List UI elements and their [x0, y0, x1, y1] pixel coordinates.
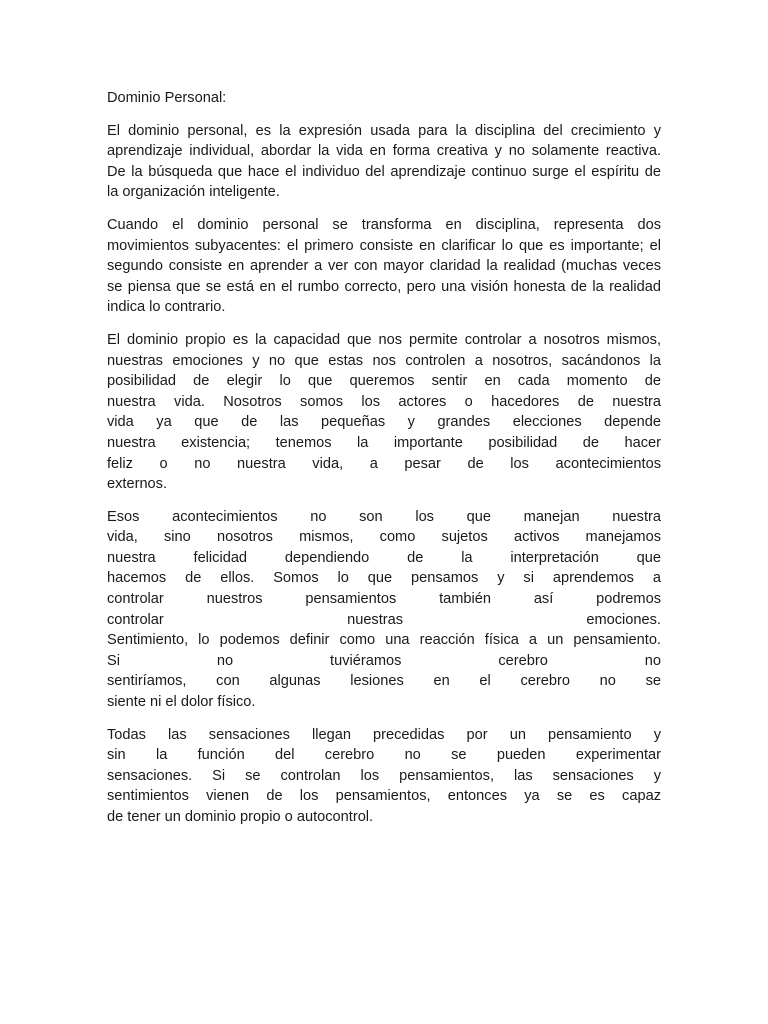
text-line: de tener un dominio propio o autocontrol.: [107, 809, 374, 825]
text-line: externos.: [107, 476, 168, 493]
text-line: sensaciones. Si se controlan los pensamientos, las sensaciones y: [107, 767, 661, 784]
text-line: hacemos de ellos. Somos lo que pensamos y si aprendemos a: [107, 570, 661, 587]
text-line: El dominio propio es la capacidad que nos permite controlar a nosotros mismos,: [107, 331, 661, 348]
text-line: controlar nuestras emociones.: [107, 611, 661, 628]
text-line: posibilidad de elegir lo que queremos sentir en cada momento de: [107, 373, 661, 390]
text-line: sentimientos vienen de los pensamientos, entonces ya se es capaz: [107, 788, 661, 805]
text-line: Esos acontecimientos no son los que manejan nuestra: [107, 508, 661, 525]
text-line: nuestras emociones y no que estas nos controlen a nosotros, sacándonos la: [107, 352, 661, 369]
text-line: Todas las sensaciones llegan precedidas por un pensamiento y: [107, 726, 661, 743]
paragraph: [107, 725, 661, 828]
text-line: sin la función del cerebro no se pueden experimentar: [107, 747, 661, 764]
paragraph: [107, 215, 661, 318]
paragraph: [107, 330, 661, 495]
text-line: controlar nuestros pensamientos también así podremos: [107, 591, 661, 608]
text-line: nuestra felicidad dependiendo de la interpretación que: [107, 549, 661, 566]
text-line: la organización inteligente.: [107, 184, 280, 201]
text-line: nuestra vida. Nosotros somos los actores o hacedores de nuestra: [107, 393, 661, 410]
text-line: Cuando el dominio personal se transforma en disciplina, representa dos: [107, 216, 661, 233]
text-line: nuestra existencia; tenemos la importante posibilidad de hacer: [107, 434, 661, 451]
text-line: se piensa que se está en el rumbo correcto, pero una visión honesta de la realidad: [107, 278, 661, 295]
text-line: segundo consiste en aprender a ver con mayor claridad la realidad (muchas veces: [107, 258, 661, 275]
text-line: El dominio personal, es la expresión usada para la disciplina del crecimiento y: [107, 122, 661, 139]
text-line: Si no tuviéramos cerebro no: [107, 652, 661, 669]
document-heading: Dominio Personal:: [107, 90, 227, 106]
text-line: indica lo contrario.: [107, 299, 226, 316]
paragraph: [107, 507, 661, 713]
text-line: De la búsqueda que hace el individuo del aprendizaje continuo surge el espíritu de: [107, 163, 661, 180]
text-line: siente ni el dolor físico.: [107, 694, 256, 711]
text-line: sentiríamos, con algunas lesiones en el cerebro no se: [107, 673, 661, 690]
paragraph: [107, 121, 661, 203]
text-line: feliz o no nuestra vida, a pesar de los acontecimientos: [107, 455, 661, 472]
text-line: vida, sino nosotros mismos, como sujetos activos manejamos: [107, 529, 661, 546]
text-line: Sentimiento, lo podemos definir como una reacción física a un pensamiento.: [107, 632, 661, 649]
text-line: vida ya que de las pequeñas y grandes elecciones depende: [107, 414, 661, 431]
text-line: movimientos subyacentes: el primero consiste en clarificar lo que es importante; el: [107, 237, 661, 254]
text-line: aprendizaje individual, abordar la vida en forma creativa y no solamente reactiva.: [107, 143, 661, 160]
document-page: [107, 88, 661, 840]
